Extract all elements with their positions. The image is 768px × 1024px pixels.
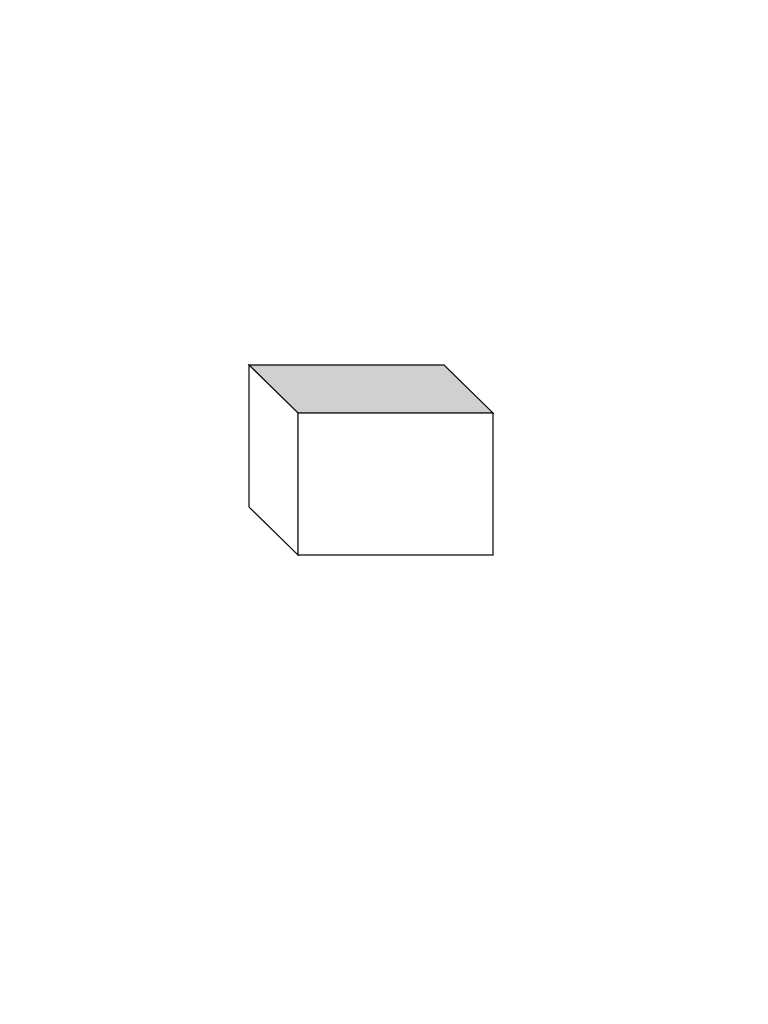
cube-front-face xyxy=(298,413,493,555)
block-structure-figure xyxy=(244,362,500,562)
cube-diagram xyxy=(244,362,500,562)
